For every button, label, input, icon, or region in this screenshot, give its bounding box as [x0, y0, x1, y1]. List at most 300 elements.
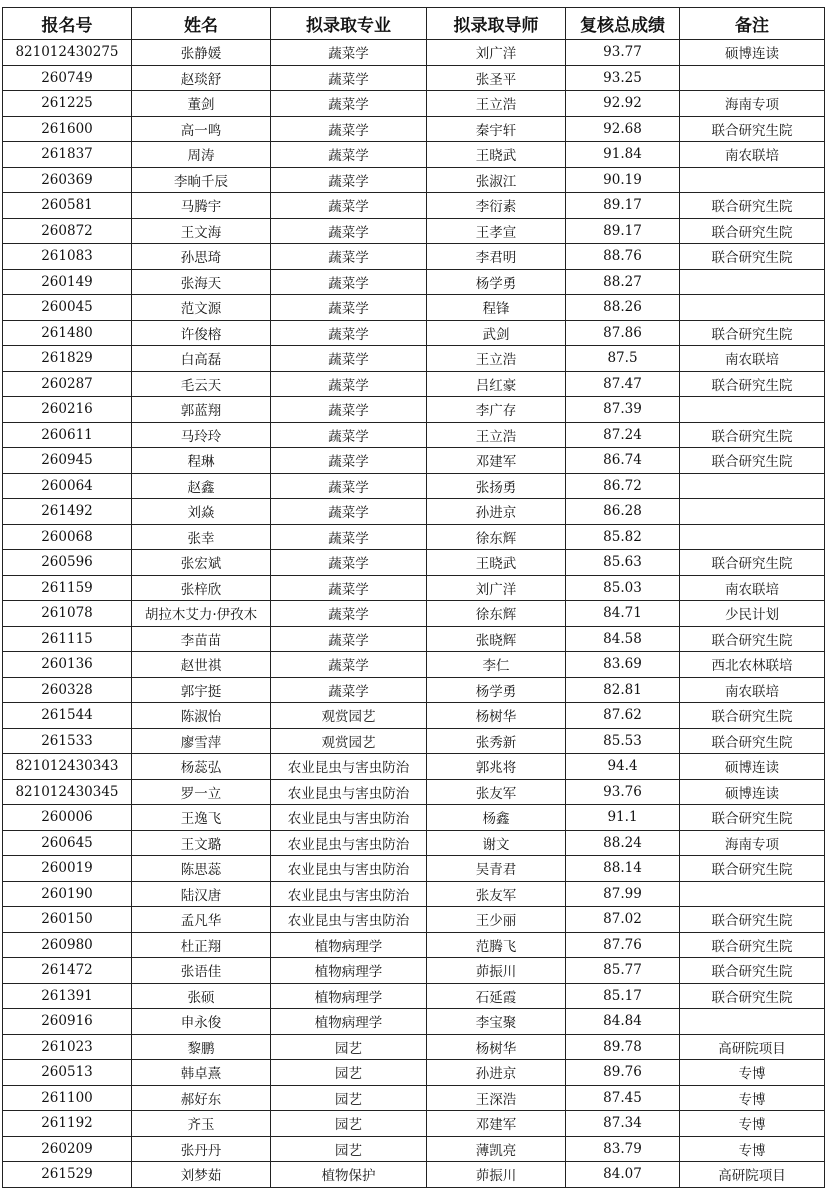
cell-total-score: 92.68 — [566, 116, 680, 142]
cell-application-number: 261600 — [3, 116, 132, 142]
cell-major: 蔬菜学 — [271, 40, 427, 66]
admission-table — [2, 7, 825, 1188]
table-row — [3, 575, 825, 601]
cell-supervisor: 李广存 — [427, 397, 566, 423]
cell-major: 农业昆虫与害虫防治 — [271, 856, 427, 882]
cell-total-score: 89.17 — [566, 218, 680, 244]
cell-remarks: 联合研究生院 — [680, 728, 825, 754]
cell-name: 董剑 — [132, 91, 271, 117]
cell-major: 观赏园艺 — [271, 703, 427, 729]
cell-supervisor: 张友军 — [427, 779, 566, 805]
cell-supervisor: 王晓武 — [427, 550, 566, 576]
cell-total-score: 91.1 — [566, 805, 680, 831]
table-row — [3, 779, 825, 805]
cell-major: 蔬菜学 — [271, 91, 427, 117]
cell-application-number: 260150 — [3, 907, 132, 933]
cell-application-number: 261115 — [3, 626, 132, 652]
cell-name: 范文源 — [132, 295, 271, 321]
cell-name: 李晌千辰 — [132, 167, 271, 193]
header-total-score: 复核总成绩 — [566, 8, 680, 40]
cell-total-score: 84.07 — [566, 1162, 680, 1188]
cell-name: 周涛 — [132, 142, 271, 168]
cell-remarks: 联合研究生院 — [680, 550, 825, 576]
cell-name: 齐玉 — [132, 1111, 271, 1137]
table-row — [3, 499, 825, 525]
cell-major: 蔬菜学 — [271, 422, 427, 448]
cell-remarks: 专博 — [680, 1136, 825, 1162]
table-row — [3, 473, 825, 499]
cell-remarks: 联合研究生院 — [680, 932, 825, 958]
cell-application-number: 261100 — [3, 1085, 132, 1111]
cell-remarks: 联合研究生院 — [680, 244, 825, 270]
cell-application-number: 261480 — [3, 320, 132, 346]
cell-supervisor: 吕红豪 — [427, 371, 566, 397]
cell-application-number: 260611 — [3, 422, 132, 448]
table-row — [3, 1034, 825, 1060]
cell-total-score: 90.19 — [566, 167, 680, 193]
table-row — [3, 448, 825, 474]
cell-remarks: 专博 — [680, 1085, 825, 1111]
cell-remarks: 联合研究生院 — [680, 958, 825, 984]
cell-major: 蔬菜学 — [271, 167, 427, 193]
cell-major: 蔬菜学 — [271, 677, 427, 703]
cell-supervisor: 杨学勇 — [427, 677, 566, 703]
cell-total-score: 88.14 — [566, 856, 680, 882]
cell-name: 韩卓熹 — [132, 1060, 271, 1086]
table-row — [3, 397, 825, 423]
cell-name: 罗一立 — [132, 779, 271, 805]
cell-supervisor: 张秀新 — [427, 728, 566, 754]
table-row — [3, 652, 825, 678]
cell-name: 李苗苗 — [132, 626, 271, 652]
cell-application-number: 260513 — [3, 1060, 132, 1086]
cell-major: 蔬菜学 — [271, 550, 427, 576]
table-row — [3, 932, 825, 958]
cell-name: 高一鸣 — [132, 116, 271, 142]
table-row — [3, 422, 825, 448]
cell-total-score: 87.45 — [566, 1085, 680, 1111]
cell-major: 农业昆虫与害虫防治 — [271, 830, 427, 856]
cell-total-score: 87.47 — [566, 371, 680, 397]
cell-supervisor: 谢文 — [427, 830, 566, 856]
table-row — [3, 550, 825, 576]
cell-name: 王逸飞 — [132, 805, 271, 831]
cell-total-score: 85.82 — [566, 524, 680, 550]
cell-name: 胡拉木艾力·伊孜木 — [132, 601, 271, 627]
cell-application-number: 260006 — [3, 805, 132, 831]
cell-total-score: 86.72 — [566, 473, 680, 499]
table-row — [3, 524, 825, 550]
cell-supervisor: 石延霞 — [427, 983, 566, 1009]
cell-name: 马玲玲 — [132, 422, 271, 448]
table-row — [3, 91, 825, 117]
cell-application-number: 260064 — [3, 473, 132, 499]
cell-major: 农业昆虫与害虫防治 — [271, 779, 427, 805]
cell-remarks: 高研院项目 — [680, 1162, 825, 1188]
cell-application-number: 260980 — [3, 932, 132, 958]
table-row — [3, 1162, 825, 1188]
cell-application-number: 261023 — [3, 1034, 132, 1060]
cell-total-score: 86.74 — [566, 448, 680, 474]
cell-major: 园艺 — [271, 1085, 427, 1111]
cell-name: 申永俊 — [132, 1009, 271, 1035]
cell-remarks: 海南专项 — [680, 830, 825, 856]
cell-name: 黎鹏 — [132, 1034, 271, 1060]
cell-remarks — [680, 473, 825, 499]
cell-total-score: 87.24 — [566, 422, 680, 448]
cell-application-number: 260645 — [3, 830, 132, 856]
cell-application-number: 261083 — [3, 244, 132, 270]
cell-remarks: 专博 — [680, 1111, 825, 1137]
cell-supervisor: 吴青君 — [427, 856, 566, 882]
cell-major: 蔬菜学 — [271, 626, 427, 652]
cell-application-number: 260916 — [3, 1009, 132, 1035]
cell-supervisor: 薄凯亮 — [427, 1136, 566, 1162]
cell-total-score: 93.77 — [566, 40, 680, 66]
cell-supervisor: 刘广洋 — [427, 575, 566, 601]
cell-name: 陈思蕊 — [132, 856, 271, 882]
cell-remarks: 联合研究生院 — [680, 703, 825, 729]
table-row — [3, 371, 825, 397]
cell-supervisor: 杨学勇 — [427, 269, 566, 295]
cell-major: 农业昆虫与害虫防治 — [271, 881, 427, 907]
table-row — [3, 754, 825, 780]
cell-name: 郭蓝翔 — [132, 397, 271, 423]
cell-major: 蔬菜学 — [271, 244, 427, 270]
cell-supervisor: 杨鑫 — [427, 805, 566, 831]
cell-application-number: 260945 — [3, 448, 132, 474]
cell-total-score: 87.86 — [566, 320, 680, 346]
cell-remarks: 南农联培 — [680, 346, 825, 372]
cell-total-score: 88.27 — [566, 269, 680, 295]
cell-remarks: 联合研究生院 — [680, 448, 825, 474]
cell-name: 赵琰舒 — [132, 65, 271, 91]
cell-major: 植物病理学 — [271, 932, 427, 958]
cell-major: 蔬菜学 — [271, 193, 427, 219]
cell-application-number: 260149 — [3, 269, 132, 295]
cell-application-number: 261159 — [3, 575, 132, 601]
cell-remarks — [680, 397, 825, 423]
cell-application-number: 260369 — [3, 167, 132, 193]
cell-name: 许俊榕 — [132, 320, 271, 346]
cell-major: 蔬菜学 — [271, 269, 427, 295]
table-row — [3, 703, 825, 729]
cell-application-number: 260209 — [3, 1136, 132, 1162]
cell-remarks: 联合研究生院 — [680, 116, 825, 142]
cell-name: 张宏斌 — [132, 550, 271, 576]
table-row — [3, 244, 825, 270]
cell-total-score: 86.28 — [566, 499, 680, 525]
cell-remarks: 联合研究生院 — [680, 371, 825, 397]
cell-application-number: 260216 — [3, 397, 132, 423]
cell-remarks — [680, 269, 825, 295]
table-row — [3, 40, 825, 66]
cell-application-number: 261829 — [3, 346, 132, 372]
cell-total-score: 89.76 — [566, 1060, 680, 1086]
cell-application-number: 261533 — [3, 728, 132, 754]
cell-supervisor: 李君明 — [427, 244, 566, 270]
header-remarks: 备注 — [680, 8, 825, 40]
cell-remarks: 南农联培 — [680, 142, 825, 168]
cell-supervisor: 张扬勇 — [427, 473, 566, 499]
cell-major: 蔬菜学 — [271, 601, 427, 627]
cell-remarks: 联合研究生院 — [680, 907, 825, 933]
cell-application-number: 260019 — [3, 856, 132, 882]
cell-supervisor: 李衍素 — [427, 193, 566, 219]
cell-application-number: 260872 — [3, 218, 132, 244]
cell-total-score: 87.62 — [566, 703, 680, 729]
cell-major: 蔬菜学 — [271, 448, 427, 474]
cell-name: 马腾宇 — [132, 193, 271, 219]
cell-application-number: 260328 — [3, 677, 132, 703]
cell-application-number: 261472 — [3, 958, 132, 984]
cell-total-score: 87.02 — [566, 907, 680, 933]
cell-application-number: 261492 — [3, 499, 132, 525]
cell-remarks: 联合研究生院 — [680, 320, 825, 346]
cell-total-score: 84.71 — [566, 601, 680, 627]
cell-name: 孟凡华 — [132, 907, 271, 933]
cell-major: 园艺 — [271, 1136, 427, 1162]
cell-total-score: 91.84 — [566, 142, 680, 168]
cell-application-number: 821012430345 — [3, 779, 132, 805]
cell-application-number: 260045 — [3, 295, 132, 321]
cell-total-score: 85.17 — [566, 983, 680, 1009]
table-row — [3, 805, 825, 831]
cell-supervisor: 武剑 — [427, 320, 566, 346]
cell-major: 蔬菜学 — [271, 320, 427, 346]
cell-application-number: 261192 — [3, 1111, 132, 1137]
table-row — [3, 856, 825, 882]
cell-name: 赵鑫 — [132, 473, 271, 499]
cell-total-score: 85.77 — [566, 958, 680, 984]
cell-remarks — [680, 295, 825, 321]
table-header — [3, 8, 825, 40]
cell-supervisor: 王少丽 — [427, 907, 566, 933]
header-application-number: 报名号 — [3, 8, 132, 40]
cell-total-score: 88.24 — [566, 830, 680, 856]
cell-supervisor: 李宝聚 — [427, 1009, 566, 1035]
table-row — [3, 142, 825, 168]
cell-remarks: 南农联培 — [680, 677, 825, 703]
table-row — [3, 295, 825, 321]
table-row — [3, 907, 825, 933]
cell-application-number: 260749 — [3, 65, 132, 91]
cell-name: 张梓欣 — [132, 575, 271, 601]
cell-major: 植物病理学 — [271, 958, 427, 984]
cell-total-score: 89.17 — [566, 193, 680, 219]
cell-supervisor: 王晓武 — [427, 142, 566, 168]
cell-total-score: 83.79 — [566, 1136, 680, 1162]
cell-application-number: 821012430343 — [3, 754, 132, 780]
cell-remarks: 硕博连读 — [680, 779, 825, 805]
cell-supervisor: 程锋 — [427, 295, 566, 321]
cell-name: 张幸 — [132, 524, 271, 550]
table-row — [3, 193, 825, 219]
table-row — [3, 677, 825, 703]
cell-application-number: 261078 — [3, 601, 132, 627]
cell-supervisor: 茆振川 — [427, 958, 566, 984]
cell-supervisor: 徐东辉 — [427, 601, 566, 627]
cell-major: 蔬菜学 — [271, 371, 427, 397]
cell-supervisor: 张圣平 — [427, 65, 566, 91]
header-row — [3, 8, 825, 40]
table-row — [3, 1136, 825, 1162]
cell-supervisor: 刘广洋 — [427, 40, 566, 66]
cell-total-score: 82.81 — [566, 677, 680, 703]
cell-major: 蔬菜学 — [271, 397, 427, 423]
table-row — [3, 626, 825, 652]
cell-major: 植物病理学 — [271, 983, 427, 1009]
cell-application-number: 260581 — [3, 193, 132, 219]
cell-major: 蔬菜学 — [271, 142, 427, 168]
cell-total-score: 87.39 — [566, 397, 680, 423]
table-row — [3, 958, 825, 984]
cell-remarks: 联合研究生院 — [680, 805, 825, 831]
cell-major: 蔬菜学 — [271, 473, 427, 499]
cell-remarks — [680, 881, 825, 907]
cell-supervisor: 张淑江 — [427, 167, 566, 193]
table-row — [3, 728, 825, 754]
cell-supervisor: 王孝宣 — [427, 218, 566, 244]
table-row — [3, 881, 825, 907]
cell-application-number: 261837 — [3, 142, 132, 168]
cell-total-score: 88.26 — [566, 295, 680, 321]
cell-supervisor: 秦宇轩 — [427, 116, 566, 142]
cell-remarks: 南农联培 — [680, 575, 825, 601]
cell-supervisor: 茆振川 — [427, 1162, 566, 1188]
cell-remarks: 联合研究生院 — [680, 193, 825, 219]
cell-name: 廖雪萍 — [132, 728, 271, 754]
cell-total-score: 87.76 — [566, 932, 680, 958]
cell-major: 园艺 — [271, 1034, 427, 1060]
cell-supervisor: 邓建军 — [427, 1111, 566, 1137]
cell-total-score: 93.25 — [566, 65, 680, 91]
table-row — [3, 269, 825, 295]
cell-remarks: 高研院项目 — [680, 1034, 825, 1060]
cell-remarks: 海南专项 — [680, 91, 825, 117]
cell-major: 蔬菜学 — [271, 499, 427, 525]
table-row — [3, 1085, 825, 1111]
cell-major: 蔬菜学 — [271, 218, 427, 244]
cell-application-number: 260136 — [3, 652, 132, 678]
cell-name: 白高磊 — [132, 346, 271, 372]
cell-name: 张硕 — [132, 983, 271, 1009]
cell-total-score: 94.4 — [566, 754, 680, 780]
table-row — [3, 1111, 825, 1137]
cell-remarks: 硕博连读 — [680, 754, 825, 780]
table-row — [3, 346, 825, 372]
cell-application-number: 261529 — [3, 1162, 132, 1188]
cell-total-score: 83.69 — [566, 652, 680, 678]
cell-name: 张丹丹 — [132, 1136, 271, 1162]
cell-supervisor: 王立浩 — [427, 422, 566, 448]
table-row — [3, 116, 825, 142]
cell-remarks: 联合研究生院 — [680, 626, 825, 652]
cell-total-score: 92.92 — [566, 91, 680, 117]
cell-supervisor: 孙进京 — [427, 1060, 566, 1086]
cell-name: 赵世祺 — [132, 652, 271, 678]
cell-major: 农业昆虫与害虫防治 — [271, 805, 427, 831]
cell-application-number: 260596 — [3, 550, 132, 576]
cell-supervisor: 徐东辉 — [427, 524, 566, 550]
cell-application-number: 261391 — [3, 983, 132, 1009]
cell-application-number: 260287 — [3, 371, 132, 397]
cell-supervisor: 杨树华 — [427, 1034, 566, 1060]
cell-total-score: 84.58 — [566, 626, 680, 652]
cell-total-score: 85.03 — [566, 575, 680, 601]
cell-name: 杜正翔 — [132, 932, 271, 958]
table-row — [3, 1009, 825, 1035]
table-row — [3, 167, 825, 193]
cell-name: 张语佳 — [132, 958, 271, 984]
cell-remarks: 专博 — [680, 1060, 825, 1086]
cell-name: 郭宇挺 — [132, 677, 271, 703]
cell-total-score: 89.78 — [566, 1034, 680, 1060]
cell-total-score: 87.5 — [566, 346, 680, 372]
cell-application-number: 260190 — [3, 881, 132, 907]
cell-total-score: 87.34 — [566, 1111, 680, 1137]
cell-remarks: 联合研究生院 — [680, 856, 825, 882]
cell-name: 刘梦茹 — [132, 1162, 271, 1188]
cell-remarks: 硕博连读 — [680, 40, 825, 66]
cell-name: 毛云天 — [132, 371, 271, 397]
cell-supervisor: 张晓辉 — [427, 626, 566, 652]
table-row — [3, 601, 825, 627]
header-major: 拟录取专业 — [271, 8, 427, 40]
table-row — [3, 1060, 825, 1086]
cell-name: 王文璐 — [132, 830, 271, 856]
cell-application-number: 261225 — [3, 91, 132, 117]
cell-remarks — [680, 167, 825, 193]
header-name: 姓名 — [132, 8, 271, 40]
cell-name: 杨蕊弘 — [132, 754, 271, 780]
cell-supervisor: 邓建军 — [427, 448, 566, 474]
cell-supervisor: 李仁 — [427, 652, 566, 678]
cell-major: 蔬菜学 — [271, 295, 427, 321]
cell-major: 蔬菜学 — [271, 575, 427, 601]
cell-supervisor: 王立浩 — [427, 91, 566, 117]
cell-major: 蔬菜学 — [271, 65, 427, 91]
cell-remarks: 联合研究生院 — [680, 983, 825, 1009]
cell-supervisor: 王深浩 — [427, 1085, 566, 1111]
cell-remarks — [680, 65, 825, 91]
cell-application-number: 261544 — [3, 703, 132, 729]
cell-major: 观赏园艺 — [271, 728, 427, 754]
cell-supervisor: 范腾飞 — [427, 932, 566, 958]
cell-remarks — [680, 1009, 825, 1035]
cell-supervisor: 郭兆将 — [427, 754, 566, 780]
cell-total-score: 88.76 — [566, 244, 680, 270]
cell-application-number: 260068 — [3, 524, 132, 550]
cell-total-score: 93.76 — [566, 779, 680, 805]
cell-major: 蔬菜学 — [271, 524, 427, 550]
cell-remarks — [680, 524, 825, 550]
cell-supervisor: 杨树华 — [427, 703, 566, 729]
table-body — [3, 40, 825, 1188]
cell-name: 王文海 — [132, 218, 271, 244]
cell-name: 刘焱 — [132, 499, 271, 525]
table-row — [3, 983, 825, 1009]
cell-name: 陈淑怡 — [132, 703, 271, 729]
cell-total-score: 84.84 — [566, 1009, 680, 1035]
cell-total-score: 85.53 — [566, 728, 680, 754]
cell-major: 农业昆虫与害虫防治 — [271, 907, 427, 933]
cell-supervisor: 张友军 — [427, 881, 566, 907]
cell-remarks: 联合研究生院 — [680, 422, 825, 448]
cell-name: 程琳 — [132, 448, 271, 474]
cell-major: 农业昆虫与害虫防治 — [271, 754, 427, 780]
cell-application-number: 821012430275 — [3, 40, 132, 66]
